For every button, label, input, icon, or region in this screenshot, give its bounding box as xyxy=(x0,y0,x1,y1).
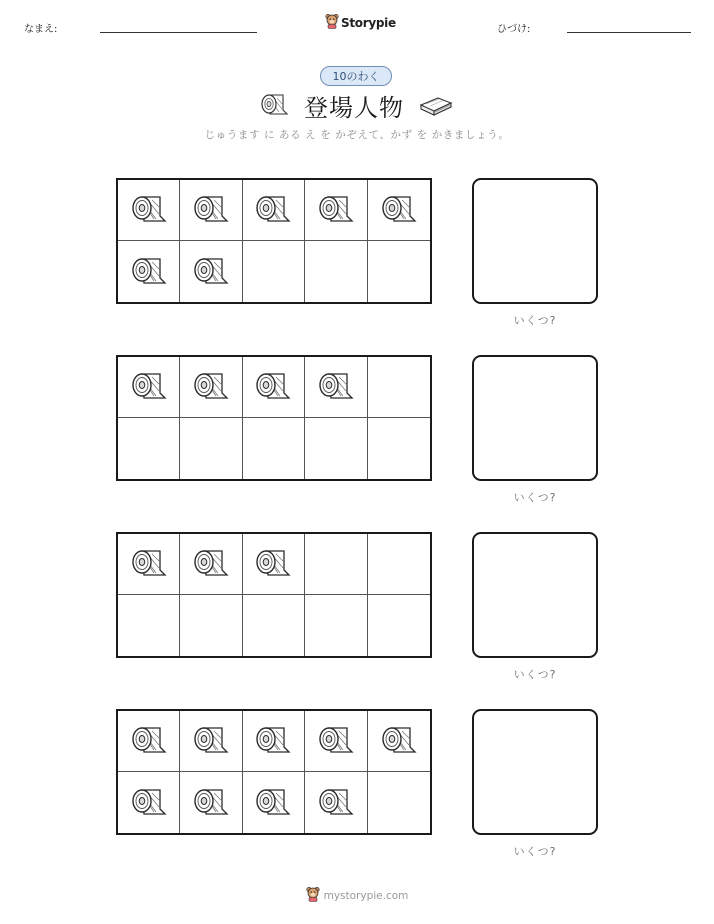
brand-name: Storypie xyxy=(341,16,396,30)
toilet-paper-roll-icon xyxy=(192,366,230,408)
ten-frame-cell xyxy=(243,534,305,595)
toilet-paper-roll-icon xyxy=(192,782,230,824)
toilet-paper-roll-icon xyxy=(254,543,292,585)
date-label: ひづけ: xyxy=(497,24,531,35)
toilet-paper-roll-icon xyxy=(254,782,292,824)
ten-frame-cell xyxy=(368,241,430,302)
toilet-paper-roll-icon xyxy=(317,782,355,824)
ten-frame-cell xyxy=(118,241,180,302)
ten-frame-cell xyxy=(118,357,180,418)
toilet-paper-roll-icon xyxy=(380,189,418,231)
toilet-paper-roll-icon xyxy=(380,720,418,762)
ten-frame xyxy=(116,178,432,304)
toilet-paper-roll-icon xyxy=(192,720,230,762)
bear-mascot-icon xyxy=(306,886,320,906)
toilet-paper-roll-icon xyxy=(317,366,355,408)
ten-frame xyxy=(116,709,432,835)
ten-frame xyxy=(116,532,432,658)
answer-box[interactable] xyxy=(472,355,598,481)
brand-logo xyxy=(325,13,396,33)
ten-frame-cell xyxy=(180,241,242,302)
ten-frame-cell xyxy=(243,711,305,772)
answer-label: いくつ? xyxy=(513,668,557,681)
ten-frame-cell xyxy=(118,772,180,833)
footer-url[interactable]: mystorypie.com xyxy=(323,890,409,902)
toilet-paper-roll-icon xyxy=(254,366,292,408)
answer-label: いくつ? xyxy=(513,491,557,504)
toilet-paper-roll-icon xyxy=(317,189,355,231)
ten-frame-cell xyxy=(118,418,180,479)
ten-frame-cell xyxy=(180,772,242,833)
toilet-paper-roll-icon xyxy=(130,366,168,408)
ten-frame-cell xyxy=(243,772,305,833)
toilet-paper-roll-icon xyxy=(254,720,292,762)
ten-frame-cell xyxy=(180,595,242,656)
ten-frame-cell xyxy=(180,357,242,418)
title-row xyxy=(0,88,714,123)
date-line[interactable] xyxy=(567,32,691,33)
ten-frame-cell xyxy=(305,772,367,833)
ten-frame xyxy=(116,355,432,481)
toilet-paper-icon xyxy=(260,91,290,121)
answer-box[interactable] xyxy=(472,532,598,658)
ten-frame-cell xyxy=(118,711,180,772)
ten-frame-cell xyxy=(243,595,305,656)
ten-frame-cell xyxy=(118,595,180,656)
ten-frame-cell xyxy=(368,418,430,479)
toilet-paper-roll-icon xyxy=(130,782,168,824)
ten-frame-cell xyxy=(368,595,430,656)
answer-box[interactable] xyxy=(472,178,598,304)
ten-frame-cell xyxy=(305,595,367,656)
instruction-text: じゅうます に ある え を かぞえて、かず を かきましょう。 xyxy=(204,129,510,141)
topic-badge: 10のわく xyxy=(320,66,392,86)
ten-frame-cell xyxy=(180,418,242,479)
toilet-paper-roll-icon xyxy=(192,543,230,585)
ten-frame-cell xyxy=(243,180,305,241)
ten-frame-cell xyxy=(305,711,367,772)
ten-frame-cell xyxy=(305,241,367,302)
ten-frame-cell xyxy=(243,418,305,479)
answer-box[interactable] xyxy=(472,709,598,835)
ten-frame-cell xyxy=(118,180,180,241)
footer xyxy=(0,886,714,906)
ten-frame-cell xyxy=(368,357,430,418)
toilet-paper-roll-icon xyxy=(192,189,230,231)
ten-frame-cell xyxy=(180,180,242,241)
ten-frame-cell xyxy=(305,534,367,595)
book-icon xyxy=(418,91,454,121)
ten-frame-cell xyxy=(180,534,242,595)
ten-frame-cell xyxy=(368,180,430,241)
ten-frame-cell xyxy=(243,241,305,302)
toilet-paper-roll-icon xyxy=(130,251,168,293)
answer-label: いくつ? xyxy=(513,314,557,327)
ten-frame-cell xyxy=(305,357,367,418)
toilet-paper-roll-icon xyxy=(130,720,168,762)
page-title: 登場人物 xyxy=(304,94,404,122)
toilet-paper-roll-icon xyxy=(130,189,168,231)
toilet-paper-roll-icon xyxy=(254,189,292,231)
ten-frame-cell xyxy=(243,357,305,418)
ten-frame-cell xyxy=(118,534,180,595)
toilet-paper-roll-icon xyxy=(130,543,168,585)
bear-mascot-icon xyxy=(325,13,339,33)
ten-frame-cell xyxy=(368,534,430,595)
answer-label: いくつ? xyxy=(513,845,557,858)
ten-frame-cell xyxy=(180,711,242,772)
ten-frame-cell xyxy=(305,180,367,241)
ten-frame-cell xyxy=(305,418,367,479)
name-line[interactable] xyxy=(100,32,257,33)
ten-frame-cell xyxy=(368,711,430,772)
ten-frame-cell xyxy=(368,772,430,833)
name-label: なまえ: xyxy=(24,24,58,35)
toilet-paper-roll-icon xyxy=(192,251,230,293)
toilet-paper-roll-icon xyxy=(317,720,355,762)
